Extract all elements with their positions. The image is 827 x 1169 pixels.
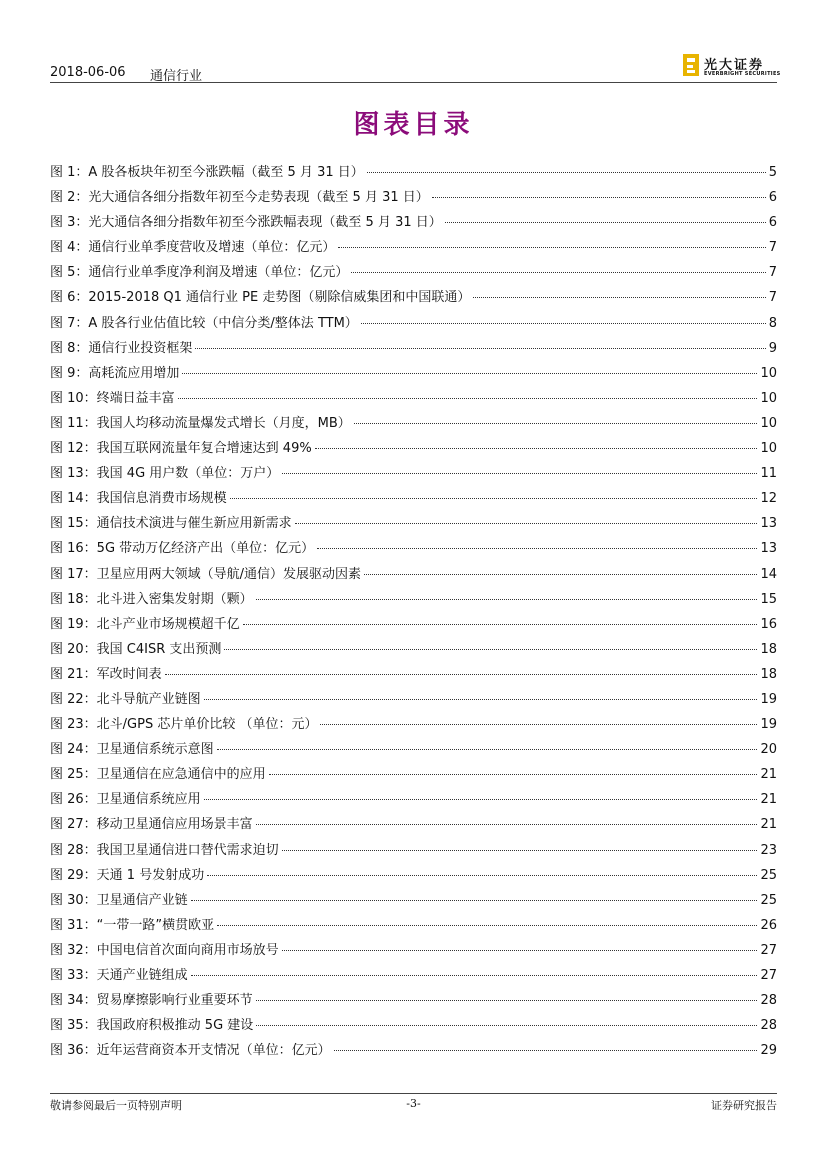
toc-entry[interactable]: [50, 787, 777, 812]
toc-dot-leader: [282, 850, 758, 851]
toc-entry[interactable]: [50, 938, 777, 963]
toc-entry-label: 图 21：军改时间表: [50, 666, 162, 682]
toc-entry[interactable]: [50, 461, 777, 486]
figure-index-list: [50, 160, 777, 1063]
toc-entry-page: 23: [760, 842, 777, 858]
toc-entry-page: 7: [768, 290, 777, 306]
toc-dot-leader: [315, 448, 758, 449]
toc-entry-page: 10: [760, 441, 777, 457]
report-date: 2018-06-06: [50, 65, 126, 80]
toc-dot-leader: [217, 749, 758, 750]
footer-divider: [50, 1093, 777, 1094]
toc-dot-leader: [338, 247, 765, 248]
toc-entry[interactable]: [50, 762, 777, 787]
industry-label: 通信行业: [150, 69, 203, 84]
toc-dot-leader: [230, 498, 758, 499]
logo-mark-icon: [683, 54, 699, 76]
toc-entry-page: 20: [760, 742, 777, 758]
toc-dot-leader: [165, 674, 758, 675]
toc-entry-label: 图 24：卫星通信系统示意图: [50, 742, 214, 758]
toc-entry-page: 16: [760, 616, 777, 632]
toc-dot-leader: [354, 423, 758, 424]
toc-entry[interactable]: [50, 712, 777, 737]
toc-entry-label: 图 5：通信行业单季度净利润及增速（单位：亿元）: [50, 265, 349, 281]
toc-entry[interactable]: [50, 988, 777, 1013]
toc-entry-label: 图 13：我国 4G 用户数（单位：万户）: [50, 466, 280, 482]
toc-entry[interactable]: [50, 411, 777, 436]
toc-entry[interactable]: [50, 562, 777, 587]
toc-entry-page: 6: [768, 215, 777, 231]
toc-entry[interactable]: [50, 687, 777, 712]
toc-entry[interactable]: [50, 336, 777, 361]
toc-entry-label: 图 9：高耗流应用增加: [50, 365, 180, 381]
toc-dot-leader: [367, 172, 766, 173]
toc-entry[interactable]: [50, 612, 777, 637]
toc-dot-leader: [282, 473, 757, 474]
toc-entry-label: 图 25：卫星通信在应急通信中的应用: [50, 767, 266, 783]
toc-dot-leader: [178, 398, 758, 399]
toc-entry-label: 图 17：卫星应用两大领域（导航/通信）发展驱动因素: [50, 566, 362, 582]
toc-entry-label: 图 36：近年运营商资本开支情况（单位：亿元）: [50, 1043, 331, 1059]
footer-disclaimer: 敬请参阅最后一页特别声明: [50, 1099, 182, 1112]
toc-dot-leader: [445, 222, 766, 223]
toc-entry-page: 25: [760, 892, 777, 908]
toc-entry-label: 图 28：我国卫星通信进口替代需求迫切: [50, 842, 279, 858]
toc-dot-leader: [295, 523, 758, 524]
toc-entry-page: 19: [760, 717, 777, 733]
footer-page-number: -3-: [406, 1097, 421, 1110]
toc-entry-label: 图 6：2015-2018 Q1 通信行业 PE 走势图（剔除信威集团和中国联通）: [50, 290, 471, 306]
toc-entry[interactable]: [50, 863, 777, 888]
toc-entry-label: 图 16：5G 带动万亿经济产出（单位：亿元）: [50, 541, 315, 557]
toc-entry[interactable]: [50, 838, 777, 863]
toc-dot-leader: [256, 1000, 758, 1001]
toc-entry[interactable]: [50, 888, 777, 913]
toc-entry-page: 10: [760, 415, 777, 431]
toc-entry[interactable]: [50, 436, 777, 461]
toc-dot-leader: [243, 624, 758, 625]
toc-entry-page: 27: [760, 968, 777, 983]
logo-name-en: EVERBRIGHT SECURITIES: [704, 71, 781, 77]
toc-entry-page: 19: [760, 691, 777, 707]
toc-dot-leader: [182, 373, 757, 374]
toc-entry-label: 图 19：北斗产业市场规模超千亿: [50, 616, 240, 632]
toc-entry[interactable]: [50, 812, 777, 837]
toc-dot-leader: [432, 197, 766, 198]
toc-entry-label: 图 2：光大通信各细分指数年初至今走势表现（截至 5 月 31 日）: [50, 190, 429, 206]
toc-dot-leader: [204, 799, 758, 800]
toc-entry-page: 11: [760, 466, 777, 482]
toc-entry-label: 图 12：我国互联网流量年复合增速达到 49%: [50, 441, 312, 457]
toc-dot-leader: [207, 875, 757, 876]
toc-entry-page: 26: [760, 917, 777, 933]
toc-dot-leader: [317, 548, 757, 549]
toc-entry-page: 9: [768, 340, 777, 356]
toc-dot-leader: [191, 900, 758, 901]
toc-entry[interactable]: [50, 386, 777, 411]
toc-entry[interactable]: [50, 185, 777, 210]
toc-entry-label: 图 18：北斗进入密集发射期（颗）: [50, 591, 253, 607]
toc-entry-page: 7: [768, 265, 777, 281]
toc-entry[interactable]: [50, 311, 777, 336]
toc-entry-label: 图 35：我国政府积极推动 5G 建设: [50, 1018, 254, 1034]
toc-entry-page: 25: [760, 867, 777, 883]
toc-dot-leader: [473, 297, 765, 298]
toc-entry-page: 7: [768, 240, 777, 256]
toc-entry-page: 12: [760, 491, 777, 507]
toc-entry-label: 图 7：A 股各行业估值比较（中信分类/整体法 TTM）: [50, 315, 358, 331]
toc-entry-page: 8: [768, 315, 777, 331]
toc-entry-page: 10: [760, 390, 777, 406]
toc-dot-leader: [256, 824, 758, 825]
toc-entry[interactable]: [50, 637, 777, 662]
page-header: [50, 52, 781, 84]
toc-entry-page: 13: [760, 516, 777, 532]
toc-dot-leader: [320, 724, 757, 725]
toc-entry-label: 图 30：卫星通信产业链: [50, 892, 188, 908]
toc-entry-label: 图 34：贸易摩擦影响行业重要环节: [50, 993, 253, 1009]
toc-dot-leader: [224, 649, 757, 650]
toc-entry-label: 图 20：我国 C4ISR 支出预测: [50, 641, 222, 657]
toc-entry-label: 图 10：终端日益丰富: [50, 390, 175, 406]
toc-entry-label: 图 3：光大通信各细分指数年初至今涨跌幅表现（截至 5 月 31 日）: [50, 215, 442, 231]
toc-entry-page: 27: [760, 942, 777, 958]
toc-entry-label: 图 27：移动卫星通信应用场景丰富: [50, 817, 253, 833]
toc-entry[interactable]: [50, 210, 777, 235]
toc-entry-label: 图 1：A 股各板块年初至今涨跌幅（截至 5 月 31 日）: [50, 165, 364, 180]
header-divider: [50, 82, 777, 83]
toc-entry-label: 图 26：卫星通信系统应用: [50, 792, 201, 808]
toc-entry-label: 图 23：北斗/GPS 芯片单价比较 （单位：元）: [50, 717, 318, 733]
toc-entry[interactable]: [50, 511, 777, 536]
footer-report-type: 证券研究报告: [711, 1099, 777, 1112]
toc-entry-page: 21: [760, 792, 777, 808]
toc-entry-page: 6: [768, 190, 777, 206]
toc-entry[interactable]: [50, 913, 777, 938]
toc-entry-label: 图 29：天通 1 号发射成功: [50, 867, 205, 883]
toc-entry-page: 21: [760, 767, 777, 783]
page-title: 图表目录: [353, 110, 474, 140]
toc-dot-leader: [256, 599, 758, 600]
toc-entry-label: 图 15：通信技术演进与催生新应用新需求: [50, 516, 292, 532]
toc-entry-label: 图 11：我国人均移动流量爆发式增长（月度，MB）: [50, 415, 351, 431]
toc-entry[interactable]: [50, 536, 777, 561]
toc-entry-label: 图 32：中国电信首次面向商用市场放号: [50, 942, 279, 958]
toc-entry-page: 13: [760, 541, 777, 557]
toc-dot-leader: [364, 574, 757, 575]
toc-entry[interactable]: [50, 1038, 777, 1063]
toc-dot-leader: [195, 348, 765, 349]
company-logo: [683, 54, 781, 80]
toc-entry[interactable]: [50, 737, 777, 762]
toc-entry[interactable]: [50, 160, 777, 185]
toc-entry-label: 图 33：天通产业链组成: [50, 968, 188, 983]
toc-entry[interactable]: [50, 662, 777, 687]
toc-entry-page: 10: [760, 365, 777, 381]
toc-entry[interactable]: [50, 361, 777, 386]
toc-entry[interactable]: [50, 963, 777, 988]
toc-entry-label: 图 31：“一带一路”横贯欧亚: [50, 917, 215, 933]
toc-dot-leader: [334, 1050, 758, 1051]
toc-dot-leader: [191, 975, 758, 976]
toc-dot-leader: [217, 925, 757, 926]
toc-entry-page: 14: [760, 566, 777, 582]
toc-entry[interactable]: [50, 235, 777, 260]
toc-dot-leader: [361, 323, 766, 324]
toc-entry[interactable]: [50, 587, 777, 612]
toc-entry-page: 29: [760, 1043, 777, 1059]
toc-entry-page: 18: [760, 666, 777, 682]
toc-entry[interactable]: [50, 1013, 777, 1038]
toc-entry[interactable]: [50, 486, 777, 511]
toc-entry-label: 图 8：通信行业投资框架: [50, 340, 193, 356]
toc-dot-leader: [269, 774, 758, 775]
toc-entry-page: 18: [760, 641, 777, 657]
toc-entry-page: 15: [760, 591, 777, 607]
toc-entry-label: 图 14：我国信息消费市场规模: [50, 491, 227, 507]
toc-entry-label: 图 22：北斗导航产业链图: [50, 691, 201, 707]
toc-entry-page: 5: [768, 165, 777, 180]
toc-dot-leader: [282, 950, 758, 951]
toc-entry-page: 28: [760, 993, 777, 1009]
toc-dot-leader: [351, 272, 765, 273]
toc-entry-page: 21: [760, 817, 777, 833]
toc-entry-page: 28: [760, 1018, 777, 1034]
toc-entry-label: 图 4：通信行业单季度营收及增速（单位：亿元）: [50, 240, 336, 256]
toc-dot-leader: [204, 699, 758, 700]
toc-dot-leader: [256, 1025, 757, 1026]
toc-entry[interactable]: [50, 285, 777, 310]
logo-name-cn: 光大证券: [704, 58, 765, 73]
toc-entry[interactable]: [50, 260, 777, 285]
